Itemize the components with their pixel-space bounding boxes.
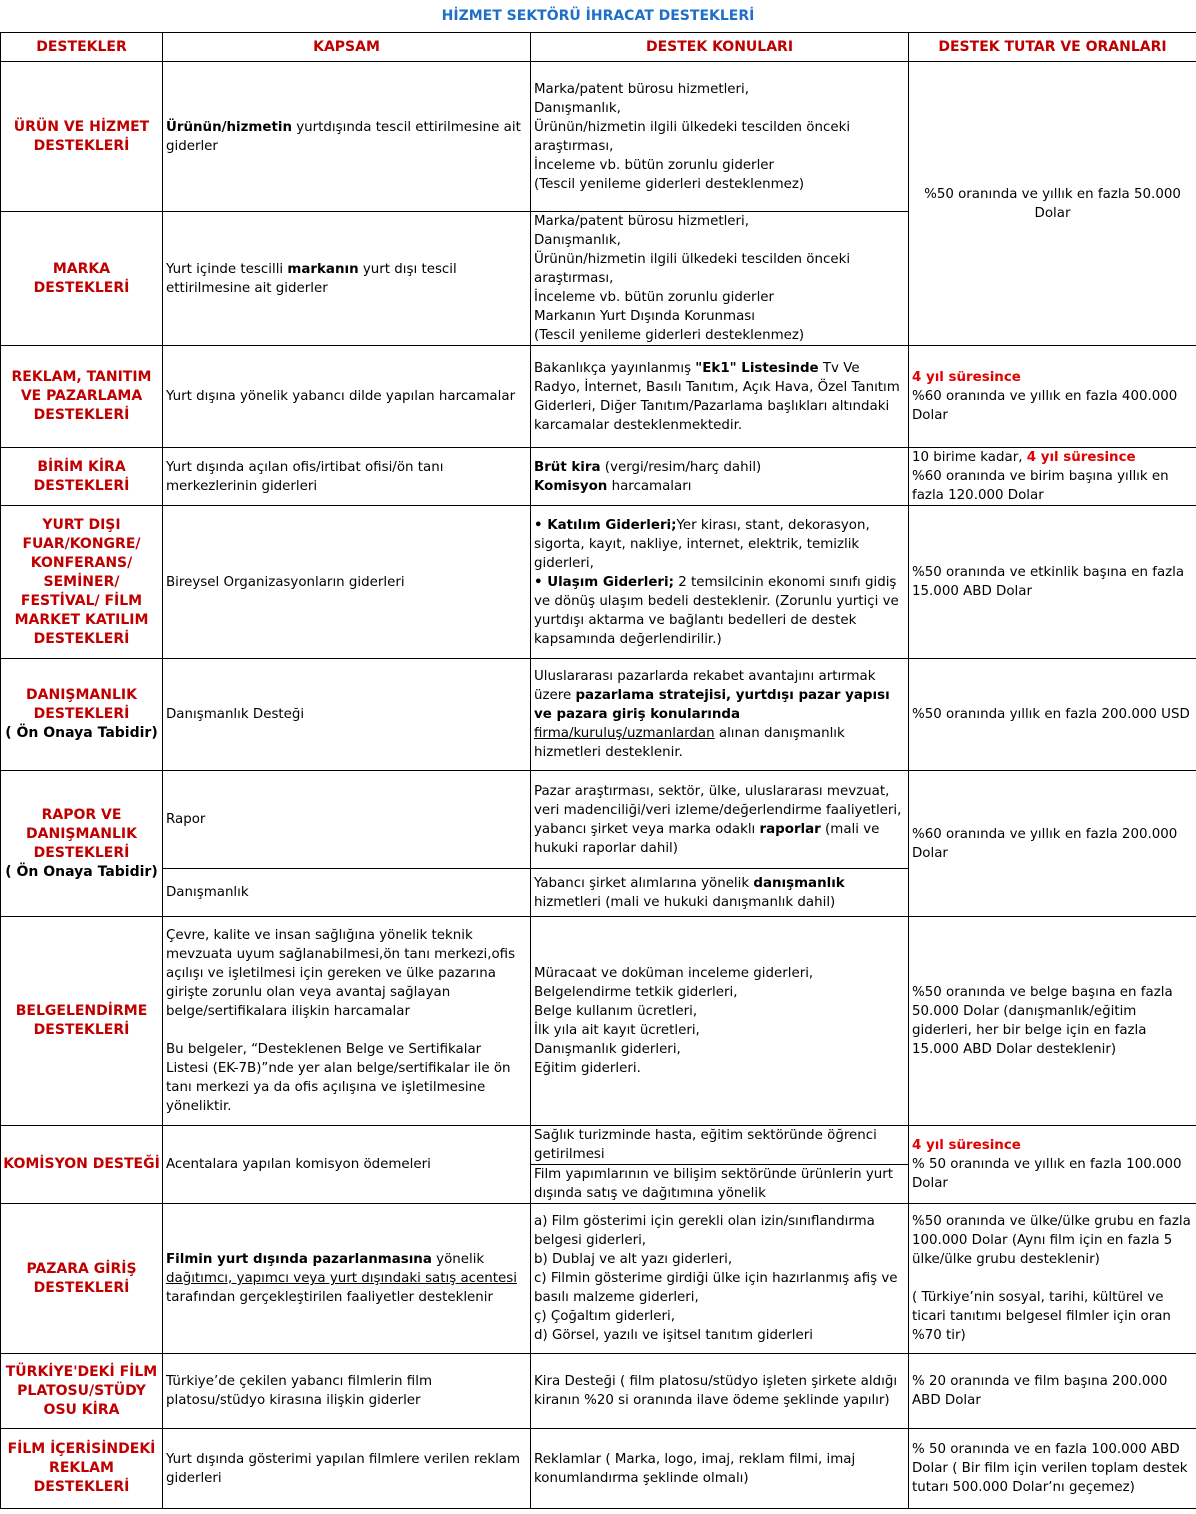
row-name: RAPOR VE DANIŞMANLIK DESTEKLERİ ( Ön Onaya Tabidir) — [1, 771, 163, 917]
row-topics: Uluslararası pazarlarda rekabet avantajını artırmak üzere pazarlama stratejisi, yurtdışı pazar yapısı ve pazara giriş konularında firma/kuruluş/uzmanlardan alınan danışmanlık hizmetleri desteklenir. — [531, 659, 909, 771]
row-scope: Acentalara yapılan komisyon ödemeleri — [163, 1126, 531, 1204]
page-title: HİZMET SEKTÖRÜ İHRACAT DESTEKLERİ — [441, 8, 755, 24]
row-scope: Türkiye’de çekilen yabancı filmlerin film platosu/stüdyo kirasına ilişkin giderler — [163, 1354, 531, 1429]
row-name: FİLM İÇERİSİNDEKİ REKLAM DESTEKLERİ — [1, 1429, 163, 1509]
row-topics: Marka/patent bürosu hizmetleri, Danışmanlık, Ürünün/hizmetin ilgili ülkedeki tescilden önceki araştırması, İnceleme vb. bütün zorunlu giderler Markanın Yurt Dışında Korunması (Tescil yenileme giderleri desteklenmez) — [531, 212, 909, 346]
row-scope: Rapor — [163, 771, 531, 869]
col-header-kapsam: KAPSAM — [163, 33, 531, 62]
row-name: ÜRÜN VE HİZMET DESTEKLERİ — [1, 62, 163, 212]
table-row — [1, 659, 1196, 771]
col-header-tutar: DESTEK TUTAR VE ORANLARI — [909, 33, 1196, 62]
row-amount: %60 oranında ve yıllık en fazla 200.000 Dolar — [909, 771, 1196, 917]
row-scope: Filmin yurt dışında pazarlanmasına yönelik dağıtımcı, yapımcı veya yurt dışındaki satış acentesi tarafından gerçekleştirilen faaliyetler desteklenir — [163, 1204, 531, 1354]
row-topics: Pazar araştırması, sektör, ülke, uluslararası mevzuat, veri madenciliği/veri izleme/değerlendirme faaliyetleri, yabancı şirket veya marka odaklı raporlar (mali ve hukuki raporlar dahil) — [531, 771, 909, 869]
table-row — [1, 1126, 1196, 1165]
row-topics: Reklamlar ( Marka, logo, imaj, reklam filmi, imaj konumlandırma şeklinde olmalı) — [531, 1429, 909, 1509]
row-scope: Ürünün/hizmetin yurtdışında tescil ettirilmesine ait giderler — [163, 62, 531, 212]
row-scope: Yurt dışında gösterimi yapılan filmlere verilen reklam giderleri — [163, 1429, 531, 1509]
row-amount: %50 oranında ve etkinlik başına en fazla 15.000 ABD Dolar — [909, 506, 1196, 659]
row-name: KOMİSYON DESTEĞİ — [1, 1126, 163, 1204]
table-row — [1, 506, 1196, 659]
row-topics: Müracaat ve doküman inceleme giderleri, Belgelendirme tetkik giderleri, Belge kullanım ücretleri, İlk yıla ait kayıt ücretleri, Danışmanlık giderleri, Eğitim giderleri. — [531, 917, 909, 1126]
header-row — [1, 33, 1196, 62]
row-amount: % 50 oranında ve en fazla 100.000 ABD Dolar ( Bir film için verilen toplam destek tutarı 500.000 Dolar’nı geçemez) — [909, 1429, 1196, 1509]
row-name: PAZARA GİRİŞ DESTEKLERİ — [1, 1204, 163, 1354]
row-scope: Yurt içinde tescilli markanın yurt dışı tescil ettirilmesine ait giderler — [163, 212, 531, 346]
row-amount: %50 oranında ve ülke/ülke grubu en fazla 100.000 Dolar (Aynı film için en fazla 5 ülke/ülke grubu desteklenir) ( Türkiye’nin sosyal, tarihi, kültürel ve ticari tanıtımı belgesel filmler için oran %70 tir) — [909, 1204, 1196, 1354]
table-row — [1, 771, 1196, 869]
row-name: DANIŞMANLIK DESTEKLERİ ( Ön Onaya Tabidir) — [1, 659, 163, 771]
row-topics: Brüt kira (vergi/resim/harç dahil) Komisyon harcamaları — [531, 448, 909, 506]
row-name: YURT DIŞI FUAR/KONGRE/ KONFERANS/ SEMİNER/ FESTİVAL/ FİLM MARKET KATILIM DESTEKLERİ — [1, 506, 163, 659]
row-topics: Yabancı şirket alımlarına yönelik danışmanlık hizmetleri (mali ve hukuki danışmanlık dahil) — [531, 869, 909, 917]
col-header-destek-konulari: DESTEK KONULARI — [531, 33, 909, 62]
row-scope: Çevre, kalite ve insan sağlığına yönelik teknik mevzuata uyum sağlanabilmesi,ön tanı merkezi,ofis açılışı ve işletilmesi için gereken ve ülke pazarına girişte zorunlu olan veya avantaj sağlayan belge/sertifikalara ilişkin harcamalar Bu belgeler, “Desteklenen Belge ve Sertifikalar Listesi (EK-7B)”nde yer alan belge/sertifikalar ile ön tanı merkezi ya da ofis açılışına ve işletilmesine yöneliktir. — [163, 917, 531, 1126]
row-name: BİRİM KİRA DESTEKLERİ — [1, 448, 163, 506]
row-name: BELGELENDİRME DESTEKLERİ — [1, 917, 163, 1126]
row-topics: Sağlık turizminde hasta, eğitim sektöründe öğrenci getirilmesi — [531, 1126, 909, 1165]
row-topics: Marka/patent bürosu hizmetleri, Danışmanlık, Ürünün/hizmetin ilgili ülkedeki tescilden önceki araştırması, İnceleme vb. bütün zorunlu giderler (Tescil yenileme giderleri desteklenmez) — [531, 62, 909, 212]
row-scope: Bireysel Organizasyonların giderleri — [163, 506, 531, 659]
row-topics: • Katılım Giderleri;Yer kirası, stant, dekorasyon, sigorta, kayıt, nakliye, internet, elektrik, temizlik giderleri, • Ulaşım Giderleri; 2 temsilcinin ekonomi sınıfı gidiş ve dönüş ulaşım bedeli desteklenir. (Zorunlu yurtiçi ve yurtdışı aktarma ve bağlantı bedelleri de destek kapsamında değerlendirilir.) — [531, 506, 909, 659]
row-topics: a) Film gösterimi için gerekli olan izin/sınıflandırma belgesi giderleri, b) Dublaj ve alt yazı giderleri, c) Filmin gösterime girdiği ülke için hazırlanmış afiş ve basılı malzeme giderleri, ç) Çoğaltım giderleri, d) Görsel, yazılı ve işitsel tanıtım giderleri — [531, 1204, 909, 1354]
row-scope: Danışmanlık — [163, 869, 531, 917]
row-topics: Film yapımlarının ve bilişim sektöründe ürünlerin yurt dışında satış ve dağıtımına yönelik — [531, 1165, 909, 1204]
table-row — [1, 1354, 1196, 1429]
row-topics: Kira Desteği ( film platosu/stüdyo işleten şirkete aldığı kiranın %20 si oranında ilave ödeme şeklinde yapılır) — [531, 1354, 909, 1429]
table-row — [1, 62, 1196, 212]
row-topics: Bakanlıkça yayınlanmış "Ek1" Listesinde Tv Ve Radyo, İnternet, Basılı Tanıtım, Açık Hava, Özel Tanıtım Giderleri, Diğer Tanıtım/Pazarlama başlıkları altındaki karcamalar desteklenmektedir. — [531, 346, 909, 448]
row-amount: %50 oranında ve yıllık en fazla 50.000 Dolar — [909, 62, 1196, 346]
row-scope: Yurt dışına yönelik yabancı dilde yapılan harcamalar — [163, 346, 531, 448]
table-row — [1, 448, 1196, 506]
support-table — [0, 32, 1196, 1509]
row-name: TÜRKİYE'DEKİ FİLM PLATOSU/STÜDY OSU KİRA — [1, 1354, 163, 1429]
row-scope: Yurt dışında açılan ofis/irtibat ofisi/ön tanı merkezlerinin giderleri — [163, 448, 531, 506]
table-row — [1, 1429, 1196, 1509]
row-amount: 10 birime kadar, 4 yıl süresince %60 oranında ve birim başına yıllık en fazla 120.000 Dolar — [909, 448, 1196, 506]
row-amount: % 20 oranında ve film başına 200.000 ABD Dolar — [909, 1354, 1196, 1429]
table-row — [1, 917, 1196, 1126]
row-amount: %50 oranında yıllık en fazla 200.000 USD — [909, 659, 1196, 771]
row-name: MARKA DESTEKLERİ — [1, 212, 163, 346]
row-amount: 4 yıl süresince %60 oranında ve yıllık en fazla 400.000 Dolar — [909, 346, 1196, 448]
row-amount: %50 oranında ve belge başına en fazla 50.000 Dolar (danışmanlık/eğitim giderleri, her bir belge için en fazla 15.000 ABD Dolar desteklenir) — [909, 917, 1196, 1126]
col-header-destekler: DESTEKLER — [1, 33, 163, 62]
row-scope: Danışmanlık Desteği — [163, 659, 531, 771]
row-amount: 4 yıl süresince % 50 oranında ve yıllık en fazla 100.000 Dolar — [909, 1126, 1196, 1204]
table-row — [1, 1204, 1196, 1354]
table-row — [1, 346, 1196, 448]
row-name: REKLAM, TANITIM VE PAZARLAMA DESTEKLERİ — [1, 346, 163, 448]
